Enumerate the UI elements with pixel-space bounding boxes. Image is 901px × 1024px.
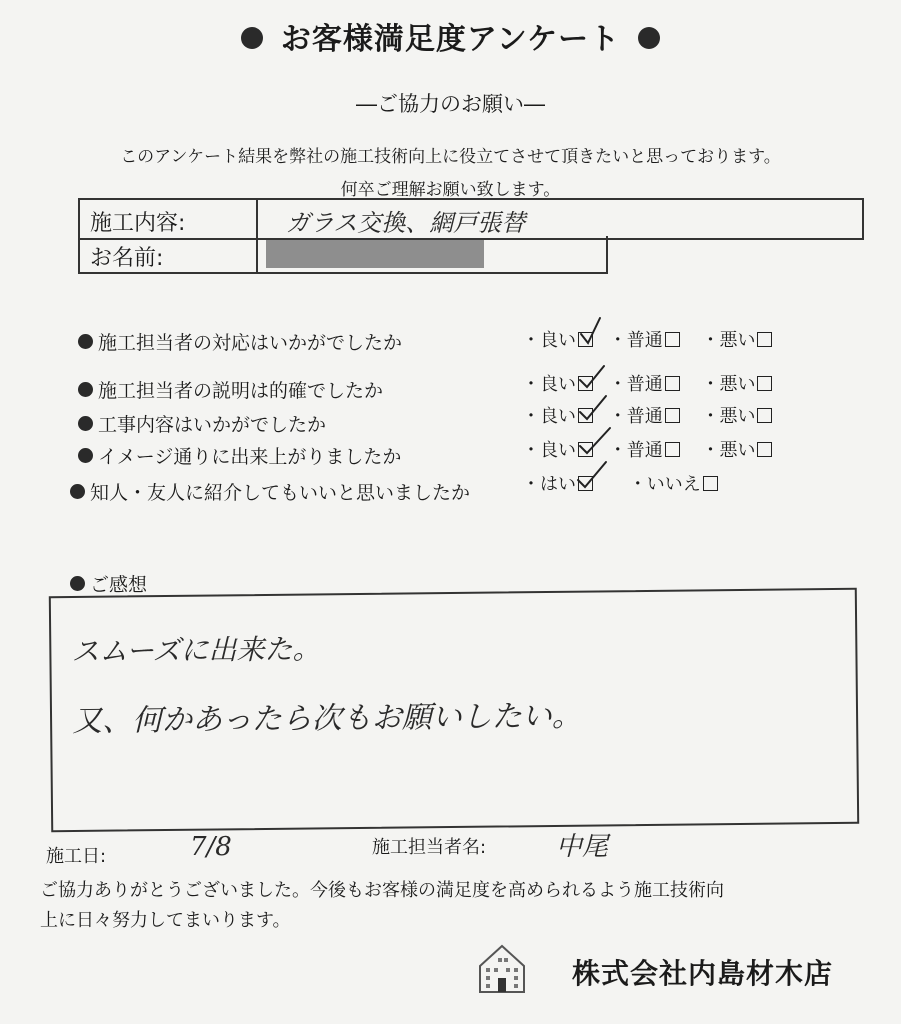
option-normal: ・普通	[608, 440, 663, 461]
bullet-icon	[70, 576, 85, 591]
name-row	[78, 236, 608, 274]
option-bad: ・悪い	[701, 406, 756, 427]
question-5-options	[522, 470, 718, 496]
bullet-icon	[638, 27, 660, 49]
impressions-heading	[70, 570, 147, 597]
checkbox-yes[interactable]	[578, 476, 593, 491]
row-divider	[256, 200, 258, 238]
question-2-options	[522, 370, 772, 396]
option-no: ・いいえ	[628, 474, 701, 495]
checkbox-bad[interactable]	[757, 442, 772, 457]
checkbox-normal[interactable]	[665, 442, 680, 457]
bullet-icon	[78, 334, 93, 349]
company-logo-icon	[476, 942, 528, 996]
option-bad: ・悪い	[701, 330, 756, 351]
bullet-icon	[241, 27, 263, 49]
option-bad: ・悪い	[701, 440, 756, 461]
checkbox-normal[interactable]	[665, 376, 680, 391]
option-good: ・良い	[522, 374, 576, 395]
impressions-line1: スムーズに出来た。	[71, 632, 321, 669]
option-normal: ・普通	[608, 330, 663, 351]
option-bad: ・悪い	[701, 374, 756, 395]
intro-text-line1: このアンケート結果を弊社の施工技術向上に役立てさせて頂きたいと思っております。	[120, 147, 781, 167]
checkbox-good[interactable]	[578, 442, 593, 457]
question-4-options	[522, 436, 772, 462]
work-date-value[interactable]: 7/8	[190, 832, 232, 862]
checkbox-normal[interactable]	[665, 332, 680, 347]
closing-text-line1: ご協力ありがとうございました。今後もお客様の満足度を高められるよう施工技術向	[40, 880, 724, 901]
bullet-icon	[78, 416, 93, 431]
survey-title	[0, 14, 901, 58]
closing-text-line2: 上に日々努力してまいります。	[40, 910, 291, 931]
question-text: 工事内容はいかがでしたか	[98, 414, 327, 436]
question-2	[78, 376, 383, 403]
question-text: 施工担当者の説明は的確でしたか	[98, 380, 384, 402]
work-content-label: 施工内容:	[90, 211, 186, 236]
impressions-box[interactable]	[49, 588, 859, 832]
work-content-row	[78, 198, 864, 240]
question-1-options	[522, 326, 772, 352]
name-label: お名前:	[90, 246, 164, 271]
bullet-icon	[78, 448, 93, 463]
option-good: ・良い	[522, 440, 576, 461]
row-divider	[256, 236, 258, 272]
checkbox-good[interactable]	[578, 376, 593, 391]
question-text: 知人・友人に紹介してもいいと思いましたか	[90, 482, 471, 504]
option-normal: ・普通	[608, 374, 663, 395]
question-text: イメージ通りに出来上がりましたか	[98, 446, 402, 468]
redacted-name	[266, 240, 484, 268]
question-5	[70, 478, 470, 505]
question-3	[78, 410, 326, 437]
staff-label: 施工担当者名:	[372, 837, 487, 858]
checkbox-normal[interactable]	[665, 408, 680, 423]
intro-text-line2: 何卒ご理解お願い致します。	[340, 180, 561, 200]
impressions-label: ご感想	[90, 574, 148, 596]
question-3-options	[522, 402, 772, 428]
question-text: 施工担当者の対応はいかがでしたか	[98, 332, 403, 354]
request-heading: ―ご協力のお願い―	[356, 92, 545, 116]
survey-title-text: お客様満足度アンケート	[280, 22, 621, 57]
option-good: ・良い	[522, 330, 576, 351]
work-content-value[interactable]: ガラス交換、網戸張替	[286, 209, 526, 237]
checkbox-bad[interactable]	[757, 332, 772, 347]
option-normal: ・普通	[608, 406, 663, 427]
staff-value[interactable]: 中尾	[556, 832, 609, 862]
checkbox-bad[interactable]	[757, 408, 772, 423]
work-date-label: 施工日:	[46, 846, 107, 867]
question-4	[78, 442, 401, 469]
checkbox-good[interactable]	[578, 332, 593, 347]
bullet-icon	[78, 382, 93, 397]
option-good: ・良い	[522, 406, 576, 427]
company-name: 株式会社内島材木店	[572, 957, 834, 990]
checkbox-good[interactable]	[578, 408, 593, 423]
checkbox-no[interactable]	[703, 476, 718, 491]
bullet-icon	[70, 484, 85, 499]
checkbox-bad[interactable]	[757, 376, 772, 391]
option-yes: ・はい	[522, 474, 576, 495]
impressions-line2: 又、何かあったら次もお願いしたい。	[71, 698, 582, 739]
question-1	[78, 328, 402, 355]
